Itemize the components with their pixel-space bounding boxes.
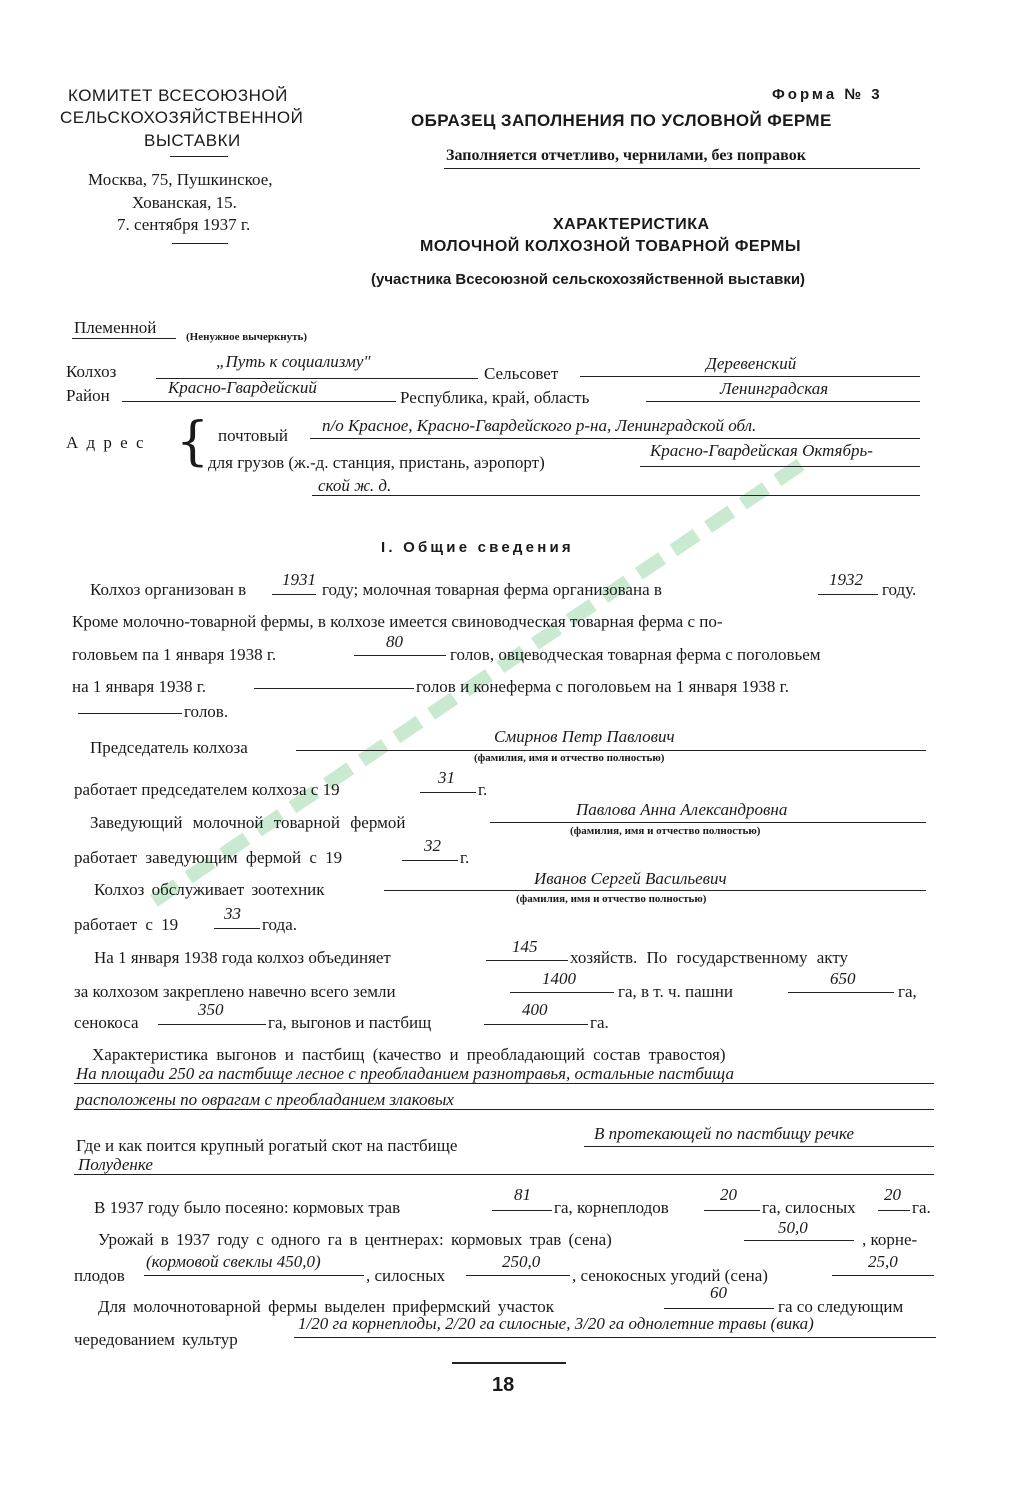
rotation-label: чередованием культур bbox=[74, 1330, 238, 1349]
form-number: Форма № 3 bbox=[772, 86, 883, 103]
hay-value: 350 bbox=[198, 1000, 224, 1019]
text: Кроме молочно-товарной фермы, в колхозе имеется свиноводческая товарная ферма с по- bbox=[72, 612, 723, 631]
text: на 1 января 1938 г. bbox=[72, 677, 207, 696]
section-heading: I. Общие сведения bbox=[381, 539, 574, 556]
text: га со следующим bbox=[778, 1297, 904, 1316]
zoo-field bbox=[384, 890, 926, 891]
text: , сенокосных угодий (сена) bbox=[572, 1266, 768, 1285]
plot-area-value: 60 bbox=[710, 1283, 727, 1302]
yield-hay-field bbox=[744, 1240, 854, 1241]
pasture-char-label: Характеристика выгонов и пастбищ (качество и преобладающий состав травостоя) bbox=[92, 1045, 726, 1064]
sown-root-field bbox=[704, 1210, 760, 1211]
water-field-1 bbox=[584, 1146, 934, 1147]
zoo-year-value: 33 bbox=[224, 904, 241, 923]
text: хозяйств. По государственному акту bbox=[570, 948, 849, 967]
title-line-1: ХАРАКТЕРИСТИКА bbox=[553, 216, 710, 233]
plemennoy-label: Племенной bbox=[74, 318, 157, 337]
sown-grass-field bbox=[492, 1210, 552, 1211]
text: года. bbox=[262, 915, 298, 934]
head-label: Заведующий молочной товарной фермой bbox=[90, 813, 406, 832]
rayon-field bbox=[122, 401, 396, 402]
text: голов и конеферма с поголовьем на 1 января 1938 г. bbox=[416, 677, 789, 696]
pasture-char-value-1: На площади 250 га пастбище лесное с преобладанием разнотравья, остальные пастбища bbox=[76, 1064, 735, 1083]
committee-line-1: КОМИТЕТ ВСЕСОЮЗНОЙ bbox=[68, 86, 288, 105]
postal-value: п/о Красное, Красно-Гвардейского р-на, Ленинградской обл. bbox=[322, 416, 757, 435]
address-label: А д р е с bbox=[66, 433, 146, 452]
chair-year-value: 31 bbox=[438, 768, 455, 787]
text: , корне- bbox=[862, 1230, 918, 1249]
rotation-field bbox=[294, 1337, 936, 1338]
republic-value: Ленинградская bbox=[720, 379, 829, 398]
chair-field bbox=[296, 750, 926, 751]
text: году; молочная товарная ферма организована в bbox=[322, 580, 662, 599]
page-divider bbox=[452, 1362, 566, 1364]
chair-label: Председатель колхоза bbox=[90, 738, 248, 757]
brace: { bbox=[176, 412, 210, 472]
yield-root-value: (кормовой свеклы 450,0) bbox=[146, 1252, 321, 1271]
cargo-value-2: ской ж. д. bbox=[318, 476, 392, 495]
selsovet-label: Сельсовет bbox=[484, 364, 559, 383]
text: голов. bbox=[184, 702, 229, 721]
cargo-value-1: Красно-Гвардейская Октябрь- bbox=[650, 441, 873, 460]
plemennoy-underline bbox=[72, 338, 176, 339]
text: головьем па 1 января 1938 г. bbox=[72, 645, 277, 664]
water-value-1: В протекающей по пастбищу речке bbox=[594, 1124, 855, 1143]
sown-grass-value: 81 bbox=[514, 1185, 531, 1204]
fio-note: (фамилия, имя и отчество полностью) bbox=[570, 825, 761, 837]
committee-line-3: ВЫСТАВКИ bbox=[144, 131, 241, 150]
instruction: Заполняется отчетливо, чернилами, без поправок bbox=[446, 147, 806, 164]
text: , силосных bbox=[366, 1266, 446, 1285]
text: г. bbox=[478, 780, 488, 799]
sample-title: ОБРАЗЕЦ ЗАПОЛНЕНИЯ ПО УСЛОВНОЙ ФЕРМЕ bbox=[411, 111, 832, 130]
selsovet-field bbox=[580, 376, 920, 377]
text: работает председателем колхоза с 19 bbox=[74, 780, 340, 799]
text: за колхозом закреплено навечно всего земли bbox=[74, 982, 396, 1001]
yield-root-field bbox=[144, 1275, 364, 1276]
zoo-label: Колхоз обслуживает зоотехник bbox=[94, 880, 325, 899]
subtitle: (участника Всесоюзной сельскохозяйственной выставки) bbox=[371, 271, 806, 288]
hay-field bbox=[158, 1024, 266, 1025]
address-line-2: Хованская, 15. bbox=[132, 193, 237, 212]
text: га. bbox=[912, 1198, 931, 1217]
text: сенокоса bbox=[74, 1013, 139, 1032]
head-year-value: 32 bbox=[424, 836, 441, 855]
address-line-3: 7. сентября 1937 г. bbox=[117, 215, 251, 234]
water-label: Где и как поится крупный рогатый скот на пастбище bbox=[76, 1136, 458, 1155]
cargo-label: для грузов (ж.-д. станция, пристань, аэропорт) bbox=[208, 453, 545, 472]
kolkhoz-label: Колхоз bbox=[66, 362, 117, 381]
land-total-value: 1400 bbox=[542, 969, 576, 988]
divider bbox=[172, 243, 228, 244]
text: Колхоз организован в bbox=[90, 580, 247, 599]
sheep-field bbox=[254, 688, 414, 689]
text: году. bbox=[882, 580, 917, 599]
yield-meadow-field bbox=[832, 1275, 934, 1276]
selsovet-value: Деревенский bbox=[706, 354, 797, 373]
horses-field bbox=[78, 713, 182, 714]
pasture-value: 400 bbox=[522, 1000, 548, 1019]
rotation-value: 1/20 га корнеплоды, 2/20 га силосные, 3/20 га однолетние травы (вика) bbox=[298, 1314, 814, 1333]
rayon-value: Красно-Гвардейский bbox=[168, 378, 317, 397]
yield-meadow-value: 25,0 bbox=[868, 1252, 898, 1271]
postal-label: почтовый bbox=[218, 426, 288, 445]
text: плодов bbox=[74, 1266, 125, 1285]
sown-silage-field bbox=[878, 1210, 910, 1211]
water-field-2 bbox=[74, 1174, 934, 1175]
text: г. bbox=[460, 848, 470, 867]
year-org-field bbox=[272, 594, 316, 595]
pigs-value: 80 bbox=[386, 632, 403, 651]
yield-silage-field bbox=[466, 1275, 570, 1276]
text: Урожай в 1937 году с одного га в центнерах: кормовых трав (сена) bbox=[98, 1230, 612, 1249]
page-number: 18 bbox=[492, 1374, 515, 1396]
yield-hay-value: 50,0 bbox=[778, 1218, 808, 1237]
text: работает заведующим фермой с 19 bbox=[74, 848, 343, 867]
committee-line-2: СЕЛЬСКОХОЗЯЙСТВЕННОЙ bbox=[60, 108, 304, 127]
text: га, выгонов и пастбищ bbox=[268, 1013, 432, 1032]
text: га, bbox=[898, 982, 917, 1001]
sown-silage-value: 20 bbox=[884, 1185, 901, 1204]
text: голов, овцеводческая товарная ферма с поголовьем bbox=[450, 645, 821, 664]
text: га, в т. ч. пашни bbox=[618, 982, 733, 1001]
pasture-char-field-2 bbox=[74, 1109, 934, 1110]
head-field bbox=[490, 822, 926, 823]
rayon-label: Район bbox=[66, 386, 110, 405]
text: га. bbox=[590, 1013, 609, 1032]
chair-value: Смирнов Петр Павлович bbox=[494, 727, 675, 746]
land-total-field bbox=[510, 992, 614, 993]
text: га, силосных bbox=[762, 1198, 856, 1217]
text: На 1 января 1938 года колхоз объединяет bbox=[94, 948, 391, 967]
kolkhoz-value: „Путь к социализму" bbox=[216, 352, 371, 371]
instruction-underline bbox=[444, 168, 920, 169]
arable-field bbox=[788, 992, 894, 993]
republic-label: Республика, край, область bbox=[400, 388, 590, 407]
year-farm-field bbox=[818, 594, 878, 595]
title-line-2: МОЛОЧНОЙ КОЛХОЗНОЙ ТОВАРНОЙ ФЕРМЫ bbox=[420, 238, 801, 255]
pasture-field bbox=[484, 1024, 588, 1025]
fio-note: (фамилия, имя и отчество полностью) bbox=[516, 893, 707, 905]
plot-area-field bbox=[664, 1308, 774, 1309]
pigs-field bbox=[354, 655, 446, 656]
year-org-value: 1931 bbox=[282, 570, 316, 589]
strike-note: (Ненужное вычеркнуть) bbox=[186, 331, 308, 343]
chair-year-field bbox=[420, 792, 476, 793]
cargo-field-2 bbox=[312, 495, 920, 496]
sown-root-value: 20 bbox=[720, 1185, 737, 1204]
zoo-value: Иванов Сергей Васильевич bbox=[534, 869, 727, 888]
households-value: 145 bbox=[512, 937, 538, 956]
text: Для молочнотоварной фермы выделен прифермский участок bbox=[98, 1297, 555, 1316]
cargo-field bbox=[640, 466, 920, 467]
divider bbox=[170, 156, 228, 157]
zoo-year-field bbox=[214, 928, 260, 929]
year-farm-value: 1932 bbox=[829, 570, 863, 589]
postal-field bbox=[310, 438, 920, 439]
yield-silage-value: 250,0 bbox=[502, 1252, 541, 1271]
head-year-field bbox=[402, 860, 458, 861]
fio-note: (фамилия, имя и отчество полностью) bbox=[474, 752, 665, 764]
water-value-2: Полуденке bbox=[78, 1155, 153, 1174]
address-line-1: Москва, 75, Пушкинское, bbox=[88, 170, 273, 189]
arable-value: 650 bbox=[830, 969, 856, 988]
households-field bbox=[486, 960, 568, 961]
text: га, корнеплодов bbox=[554, 1198, 669, 1217]
republic-field bbox=[646, 401, 920, 402]
pasture-char-field-1 bbox=[74, 1083, 934, 1084]
head-value: Павлова Анна Александровна bbox=[576, 800, 788, 819]
text: работает с 19 bbox=[74, 915, 179, 934]
text: В 1937 году было посеяно: кормовых трав bbox=[94, 1198, 401, 1217]
pasture-char-value-2: расположены по оврагам с преобладанием злаковых bbox=[76, 1090, 454, 1109]
